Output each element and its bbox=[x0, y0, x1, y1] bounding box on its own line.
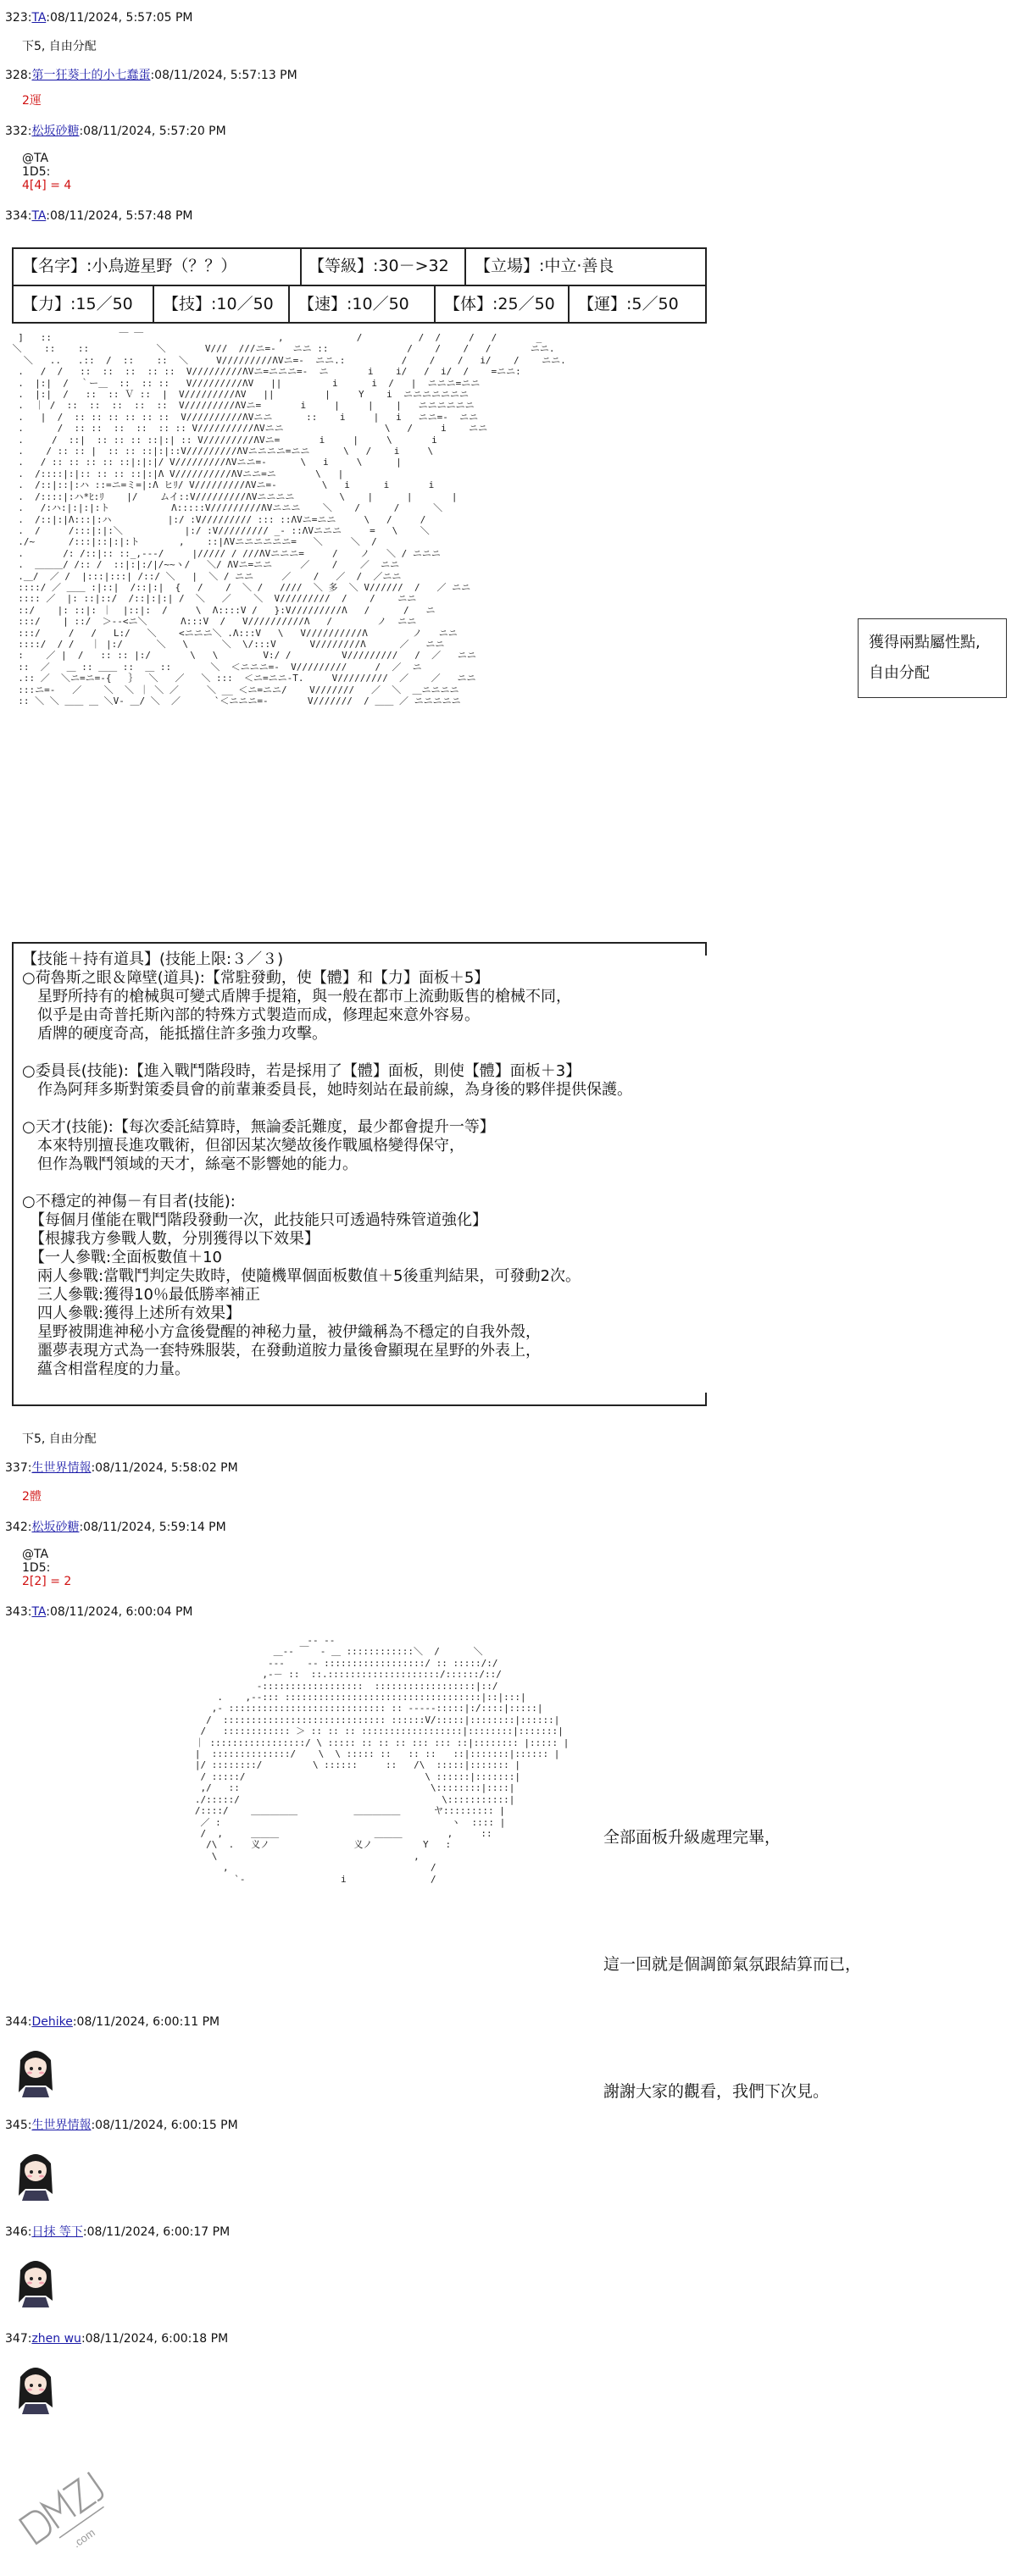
skills-right-rule bbox=[705, 942, 707, 956]
post-347-header bbox=[5, 2331, 228, 2346]
post-username-link[interactable]: zhen wu bbox=[31, 2332, 81, 2346]
post-number: 323: bbox=[5, 11, 32, 25]
post-number: 337: bbox=[5, 1461, 32, 1475]
post-342-header bbox=[5, 1520, 226, 1535]
post-number: 344: bbox=[5, 2015, 32, 2029]
post-timestamp: :08/11/2024, 6:00:17 PM bbox=[82, 2225, 231, 2239]
post-username-link[interactable]: 生世界情報 bbox=[31, 1461, 92, 1475]
post-timestamp: :08/11/2024, 6:00:04 PM bbox=[46, 1605, 193, 1619]
avatar bbox=[12, 2360, 59, 2414]
post-337-body: 2體 bbox=[22, 1490, 42, 1504]
post-timestamp: :08/11/2024, 5:57:13 PM bbox=[150, 69, 297, 82]
stat-body: 【体】:25／50 bbox=[444, 295, 555, 313]
post-timestamp: :08/11/2024, 5:58:02 PM bbox=[91, 1461, 238, 1475]
post-username-link[interactable]: 日抹 等下 bbox=[31, 2225, 83, 2239]
post-username-link[interactable]: TA bbox=[31, 1605, 47, 1619]
post-number: 345: bbox=[5, 2119, 32, 2132]
stat-level: 【等級】:30－>32 bbox=[308, 257, 449, 275]
stat-spd: 【速】:10／50 bbox=[298, 295, 409, 313]
card-div-2 bbox=[464, 247, 466, 285]
card-bottom-rule bbox=[12, 322, 707, 324]
post-timestamp: :08/11/2024, 5:57:05 PM bbox=[46, 11, 193, 25]
post-username-link[interactable]: TA bbox=[31, 11, 47, 25]
skills-top-rule bbox=[12, 942, 707, 944]
post-346-header bbox=[5, 2224, 230, 2240]
post-328-body: 2運 bbox=[22, 94, 42, 108]
closing-line3: 謝謝大家的觀看，我們下次見。 bbox=[603, 2082, 830, 2101]
stat-luck: 【運】:5／50 bbox=[578, 295, 679, 313]
closing-line2: 這一回就是個調節氣氛跟結算而已， bbox=[603, 1955, 862, 1974]
stat-stance: 【立場】:中立‧善良 bbox=[475, 257, 614, 275]
post-323-header bbox=[5, 10, 193, 25]
post-342-dice: 1D5: bbox=[22, 1561, 51, 1575]
post-number: 346: bbox=[5, 2225, 32, 2239]
post-username-link[interactable]: Dehike bbox=[31, 2015, 73, 2029]
post-number: 342: bbox=[5, 1521, 32, 1534]
post-323-body: 下5, 自由分配 bbox=[22, 40, 97, 53]
post-number: 332: bbox=[5, 125, 32, 138]
card-div-4 bbox=[288, 285, 290, 322]
post-number: 347: bbox=[5, 2332, 32, 2346]
post-timestamp: :08/11/2024, 6:00:18 PM bbox=[81, 2332, 229, 2346]
avatar bbox=[12, 2043, 59, 2097]
post-334-header bbox=[5, 208, 193, 224]
card-div-1 bbox=[300, 247, 302, 285]
post-332-result: 4[4] = 4 bbox=[22, 179, 72, 192]
post-342-result: 2[2] = 2 bbox=[22, 1575, 72, 1588]
post-337-header bbox=[5, 1460, 238, 1476]
post-timestamp: :08/11/2024, 6:00:11 PM bbox=[72, 2015, 220, 2029]
post-345-header bbox=[5, 2118, 238, 2133]
post-344-header bbox=[5, 2014, 220, 2030]
post-332-header bbox=[5, 124, 226, 139]
post-332-mention: @TA bbox=[22, 152, 49, 165]
attribute-points-note bbox=[858, 618, 1007, 698]
post-342-mention: @TA bbox=[22, 1548, 49, 1561]
post-timestamp: :08/11/2024, 6:00:15 PM bbox=[91, 2119, 238, 2132]
post-number: 343: bbox=[5, 1605, 32, 1619]
stat-name: 【名字】:小鳥遊星野（？？） bbox=[22, 257, 237, 275]
avatar bbox=[12, 2253, 59, 2307]
card-div-5 bbox=[434, 285, 436, 322]
post-number: 328: bbox=[5, 69, 32, 82]
skills-and-items-text: 【技能＋持有道具】(技能上限:３／３) ○荷魯斯之眼＆障壁(道具):【常駐發動，使【體】和【力】面板＋5】 星野所持有的槍械與可變式盾牌手提箱，與一般在都市上流動販售的槍械不同， 似乎是由奇普托斯內部的特殊方式製造而成，修理起來意外容易。 盾牌的硬度奇高，能抵擋住許多強力攻擊。 ○委員長(技能):【進入戰鬥階段時，若是採用了【體】面板，則使【體】面板＋3】 作為阿拜多斯對策委員會的前輩兼委員長，她時刻站在最前線，為身後的夥伴提供保護。 ○天才(技能):【每次委託結算時，無論委託難度，最少都會提升一等】 本來特別擅長進攻戰術，但卻因某次變故後作戰風格變得保守， 但作為戰鬥領域的天才，絲毫不影響她的能力。 ○不穩定的神傷－有目者(技能): 【每個月僅能在戰鬥階段發動一次，此技能只可透過特殊管道強化】 【根據我方參戰人數，分別獲得以下效果】 【一人參戰:全面板數值＋10 兩人參戰:當戰鬥判定失敗時，使隨機單個面板數值＋5後重判結果，可發動2次。 三人參戰:獲得10％最低勝率補正 四人參戰:獲得上述所有效果】 星野被開進神秘小方盒後覺醒的神秘力量，被伊織稱為不穩定的自我外殼， 噩夢表現方式為一套特殊服裝，在發動道胺力量後會顯現在星野的外表上， 蘊含相當程度的力量。 bbox=[22, 950, 632, 1378]
attribute-points-line2: 自由分配 bbox=[869, 664, 930, 682]
post-328-header bbox=[5, 68, 297, 83]
card-div-3 bbox=[153, 285, 154, 322]
post-timestamp: :08/11/2024, 5:57:20 PM bbox=[79, 125, 226, 138]
skills-bottom-rule bbox=[12, 1404, 707, 1406]
card-div-6 bbox=[568, 285, 570, 322]
post-username-link[interactable]: 第一狂葵士的小七蠢蛋 bbox=[31, 69, 151, 82]
post-timestamp: :08/11/2024, 5:57:48 PM bbox=[46, 209, 193, 223]
avatar bbox=[12, 2147, 59, 2201]
stat-skill: 【技】:10／50 bbox=[163, 295, 274, 313]
card-mid-rule bbox=[12, 285, 707, 286]
post-343-header bbox=[5, 1604, 193, 1620]
post-332-dice: 1D5: bbox=[22, 165, 51, 179]
character-ascii-art: ] :: ￣ ￣ , / / / / / _ ＼ :: :: ＼ V/// ///ニ=- ニニ :: / / / / ニニ. ＼ .. .:: / :: :: ＼ V/////////ΛVニ=- ニニ.: / / / i/ / ニニ. . / / :: :: :: :: :: V/////////ΛVニ=ニニニ=- ニ i i/ / i/ / =ニニ: . |:| / ｀ー＿ :: :: :: V/////////ΛV || i i / | ニニニ=ニニ . |:| / :: :: Ｖ :: | V/////////ΛV || | Y i ニニニニニニニ . ｜ / :: :: :: :: :: V/////////ΛVニ= i | | | ニニニニニニ . | / :: :: :: :: :: :: V//////////ΛVニニ :: i | i ニニ=- ニニ . / :: :: :: :: :: :: V//////////ΛVニニ \ / i ニニ . / ::| :: :: :: ::|:| :: V/////////ΛVニ= i | \ i . / :: :: | :: :: ::|:|::V/////////ΛVニニニニ=ニニ \ / i \ . / :: :: :: :: ::|:|:|/ V/////////ΛVニニ=- \ i \ | . /::::|:|:: :: :: ::|:|Λ V//////////ΛVニニ=ニ \ | . /::|::|:ハ ::=ニ=ミ=|:Λ ヒﾘ/ V/////////ΛVニ=- \ i i i . /::::|:ハ*ﾋ:ﾘ |/ ムイ::V/////////ΛVニニニニ \ | | | . /:ハ:|:|:|:ト Λ:::::V/////////ΛVニニニ ＼ / / ＼ . /::|:|Λ:::|:ハ |:/ :V///////// ::: ::ΛVニ=ニニ \ / / . / /:::|:|:＼ |:/ :V///////// _- ::ΛVニニニ = \ ＼ ./~ /:::|::|:|:ト , ::|ΛVニニニニニニ= ＼ ＼ / . /: /::|:: ::_,-‐‐/ |///// / ///ΛVニニニ= / ノ ＼ / ニニニ . ＿＿＿/ /:: / ::|:|:/|/~~ヽ/ ＼/ ΛVニ=ニニ ／ / ／ ニニ .＿/ ／ / |:::|:::| /::/ ＼ | ＼ / ニニ ／ / ／ / ／ニニ ::::/ ／ ＿＿ :|::| /::|:| { / / ＼ / //// ＼ 多 ＼ V////// / ／ ニニ :::: ／ |: ::|::/ /::|:|:| / ＼ ／ ＼ V///////// / / ニニ ::/ |: ::|: ｜ |::|: / \ Λ::::V / }:V/////////Λ / / ニ :::/ | ::/ ＞‐‐<ニ＼ Λ:::V / V//////////Λ / ノ ニニ :::/ / / L:/ ＼ <ニニニ＼ .Λ:::V \ V//////////Λ ノ ニニ ::::/ / / ｜ |:/ ＼ \ ＼ \/:::V V////////Λ ／ ニニ : ／ | / :: :: |:/ \ \ V:/ / V///////// / ／ ニニ :: ／ ＿ :: ＿＿ :: ＿ :: ＼ ＜ニニニ=- V///////// / ／ ニ .:: ／ ＼ニ=ニ=-{ ｝ ＼ ／ ＼ ::: ＜ニ=ニニ-T. V///////// ／ ／ ニニ :::ニ=- ／ ＼ ＼ ｜ ＼ ／ ＼ __ ＜ニ=ニニ/ V/////// ／ ＼ ＿ニニニニ :: ＼ ＼ ＿＿ ＿ ＼V‐ ＿/ ＼ ／ `＜ニニニ=- V/////// / ＿＿ ／ ニニニニニ bbox=[12, 332, 566, 706]
watermark-suffix: .com bbox=[70, 2526, 97, 2551]
face-ascii-art: -- -- ＿-‐ ￣ ‐ ＿ ::::::::::::＼ / ＼ ‐‐‐ -‐ ::::::::::::::::::/ :: :::::/:/ ,‐－ :: ::.::::::::::::::::::::/::::::/::/ -:::::::::::::::::: ::::::::::::::::::|::/ . ,-‐::: :::::::::::::::::::::::::::::::::::|::|:::| ,‐ :::::::::::::::::::::::::::: :: -‐‐‐‐:::::|:/::::|:::::| / ::::::::::::::::::::::::::::: ::::::V/:::::|::::::::|::::::| / :::::::::::: ＞ :: :: :: ::::::::::::::::::|::::::::|:::::::| ｜ :::::::::::::::::/ \ ::::: :: :: :: ::: ::: ::|:::::::: |::::: | | ::::::::::::::/ \ \ ::::: :: :: :: ::|:::::::|:::::: | |/ ::::::::/ \ :::::: :: /\ :::::|::::::: | / :::::/ \ ::::::|:::::::| ,/ :: \::::::::|::::| ./:::::/ \:::::::::::| /::::/ ＿＿＿＿＿ ＿＿＿＿＿ ヤ::::::::: | ／ : ヽ :::: | / , ＿＿＿ ＿＿＿ , :: /\ . 义ノ 义ノ Y : \ , , / `- i / bbox=[194, 1635, 570, 1885]
post-username-link[interactable]: 松坂砂糖 bbox=[31, 125, 80, 138]
card-top-rule bbox=[12, 247, 707, 249]
post-334-footer: 下5, 自由分配 bbox=[22, 1432, 97, 1446]
stat-str: 【力】:15／50 bbox=[22, 295, 133, 313]
attribute-points-line1: 獲得兩點屬性點, bbox=[869, 634, 981, 651]
skills-left-rule bbox=[12, 942, 14, 1406]
post-username-link[interactable]: TA bbox=[31, 209, 47, 223]
post-number: 334: bbox=[5, 209, 32, 223]
post-username-link[interactable]: 生世界情報 bbox=[31, 2119, 92, 2132]
post-username-link[interactable]: 松坂砂糖 bbox=[31, 1521, 80, 1534]
closing-line1: 全部面板升級處理完畢， bbox=[603, 1828, 781, 1847]
post-timestamp: :08/11/2024, 5:59:14 PM bbox=[79, 1521, 226, 1534]
site-watermark-logo bbox=[7, 2440, 125, 2567]
closing-message bbox=[603, 1731, 861, 2155]
